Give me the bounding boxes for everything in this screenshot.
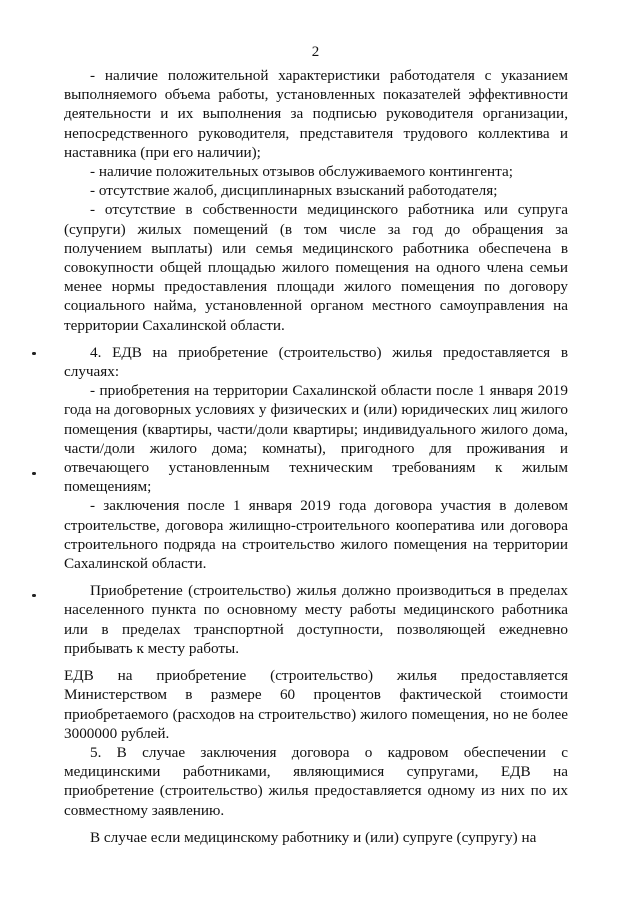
paragraph: - отсутствие жалоб, дисциплинарных взысканий работодателя;	[90, 182, 498, 200]
paragraph: ЕДВ на приобретение (строительство) жилья предоставляется Министерством в размере 60 процентов фактической стоимости приобретаемого (расходов на строительство) жилого помещения, но не более 3000000 рублей.	[64, 667, 568, 742]
document-body	[64, 66, 568, 847]
paragraph: - наличие положительных отзывов обслуживаемого контингента;	[90, 163, 513, 181]
paragraph: 5. В случае заключения договора о кадровом обеспечении с медицинскими работниками, являющимися супругами, ЕДВ на приобретение (строительство) жилья предоставляется одному из них по их совместному заявлению.	[64, 743, 568, 819]
page-number: 2	[311, 44, 320, 60]
paragraph: - заключения после 1 января 2019 года договора участия в долевом строительстве, договора жилищно-строительного кооператива или договора строительного подряда на строительство жилого помещения на территории Сахалинской области.	[64, 497, 568, 573]
margin-mark	[32, 352, 36, 355]
margin-mark	[32, 472, 36, 475]
margin-mark	[32, 594, 36, 597]
paragraph: Приобретение (строительство) жилья должно производиться в пределах населенного пункта по основному месту работы медицинского работника или в пределах транспортной доступности, позволяющей ежедневно прибывать к месту работы.	[64, 582, 568, 657]
paragraph: - приобретения на территории Сахалинской области после 1 января 2019 года на договорных условиях у физических и (или) юридических лиц жилого помещения (квартиры, части/доли квартиры; индивидуального жилого дома, части/доли жилого дома; комнаты), пригодного для проживания и отвечающего установленным техническим требованиям к жилым помещениям;	[64, 382, 568, 496]
paragraph: - наличие положительной характеристики работодателя с указанием выполняемого объема работы, установленных показателей эффективности деятельности и их выполнения за подписью руководителя организации, непосредственного руководителя, представителя трудового коллектива и наставника (при его наличии);	[64, 67, 568, 161]
paragraph: - отсутствие в собственности медицинского работника или супруга (супруги) жилых помещений (в том числе за год до обращения за получением выплаты) или семья медицинского работника обеспечена в совокупности общей площадью жилого помещения на одного члена семьи менее нормы предоставления площади жилого помещения по договору социального найма, установленной органом местного самоуправления на территории Сахалинской области.	[64, 201, 568, 334]
paragraph: В случае если медицинскому работнику и (или) супруге (супругу) на	[90, 828, 537, 846]
paragraph: 4. ЕДВ на приобретение (строительство) жилья предоставляется в случаях:	[64, 343, 568, 381]
